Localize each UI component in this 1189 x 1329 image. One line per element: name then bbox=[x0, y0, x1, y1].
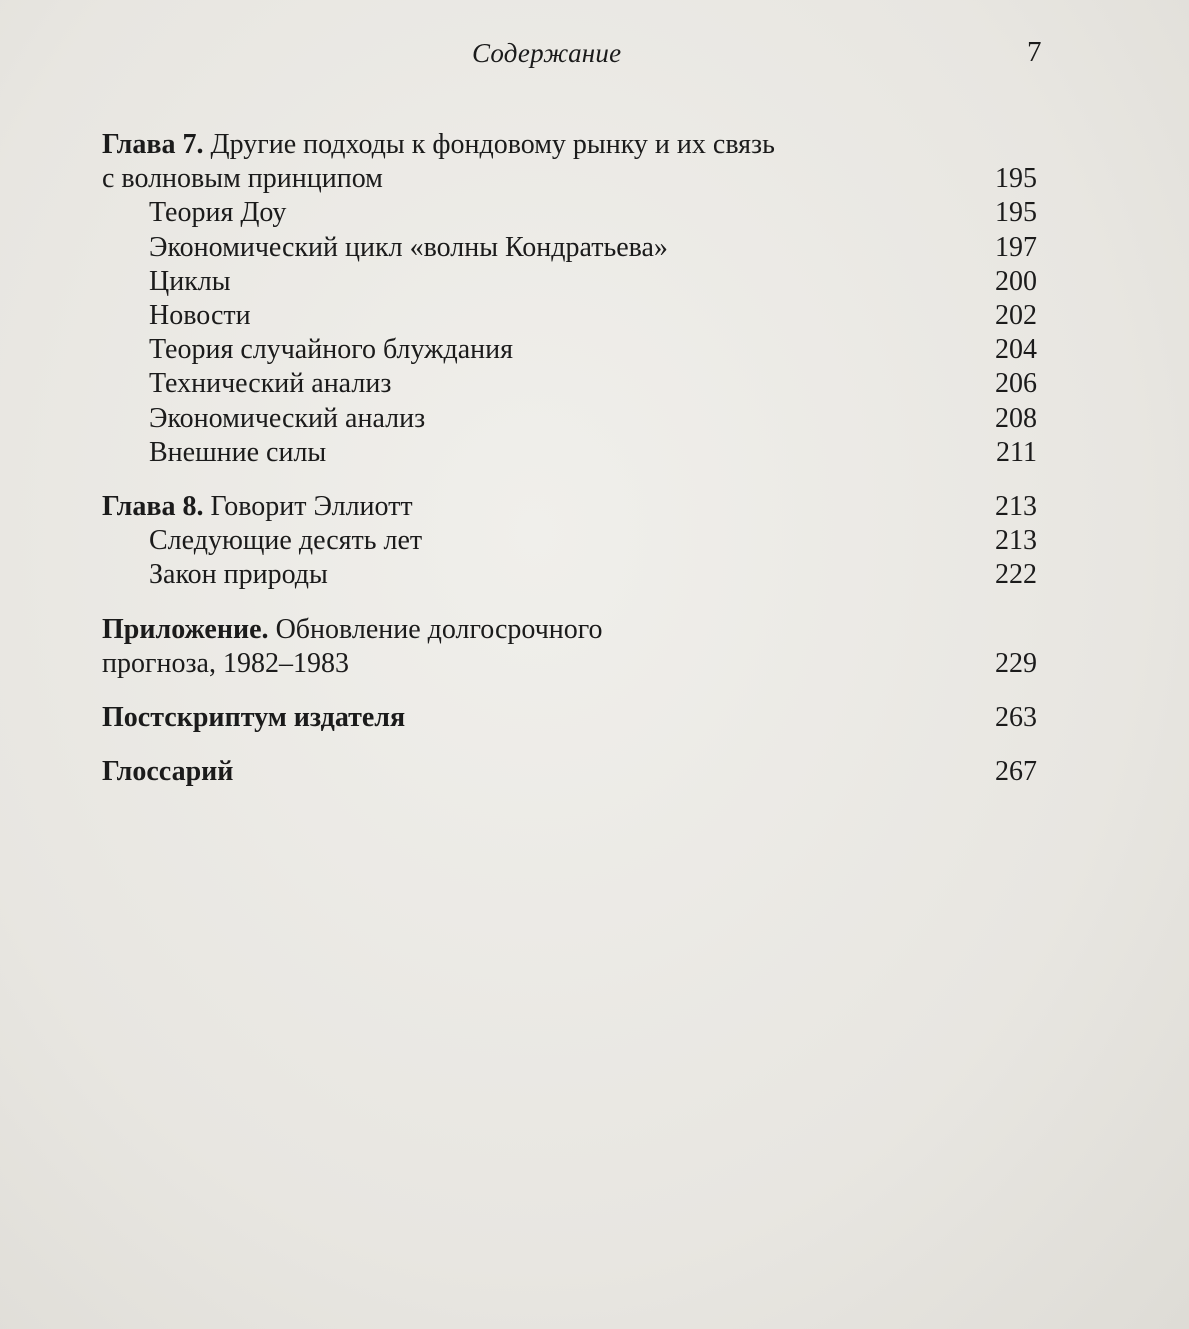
toc-section-title: Экономический цикл «волны Кондратьева» bbox=[149, 231, 668, 263]
toc-appendix[interactable] bbox=[102, 613, 1037, 681]
table-of-contents bbox=[102, 128, 1037, 789]
toc-section-page: 195 bbox=[995, 197, 1037, 229]
toc-appendix-label: Приложение. bbox=[102, 613, 269, 645]
toc-chapter-8-label: Глава 8. bbox=[102, 491, 204, 523]
toc-section[interactable] bbox=[102, 367, 1037, 401]
toc-glossary-label: Глоссарий bbox=[102, 756, 234, 788]
toc-section[interactable] bbox=[102, 265, 1037, 299]
toc-appendix-title-line1: Обновление долгосрочного bbox=[268, 613, 603, 645]
toc-chapter-7-line1 bbox=[102, 128, 1037, 162]
toc-section-page: 204 bbox=[995, 334, 1037, 366]
toc-chapter-7-title-line2: с волновым принципом bbox=[102, 163, 383, 195]
toc-chapter-7[interactable] bbox=[102, 128, 1037, 196]
toc-section-title: Внешние силы bbox=[149, 436, 327, 468]
toc-glossary-page: 267 bbox=[995, 756, 1037, 788]
toc-section[interactable] bbox=[102, 402, 1037, 436]
page-number: 7 bbox=[1027, 36, 1042, 68]
toc-section-page: 213 bbox=[995, 525, 1037, 557]
toc-postscript-page: 263 bbox=[995, 702, 1037, 734]
toc-section-title: Закон природы bbox=[149, 559, 328, 591]
toc-section[interactable] bbox=[102, 196, 1037, 230]
toc-section[interactable] bbox=[102, 436, 1037, 470]
toc-chapter-8-page: 213 bbox=[995, 491, 1037, 523]
toc-section[interactable] bbox=[102, 231, 1037, 265]
toc-section-title: Циклы bbox=[149, 265, 231, 297]
toc-appendix-page: 229 bbox=[995, 647, 1037, 679]
toc-appendix-title-line2: прогноза, 1982–1983 bbox=[102, 647, 349, 679]
toc-chapter-8-title: Говорит Эллиотт bbox=[203, 491, 413, 523]
toc-section-title: Следующие десять лет bbox=[149, 525, 423, 557]
toc-section-page: 206 bbox=[995, 368, 1037, 400]
toc-section[interactable] bbox=[102, 333, 1037, 367]
toc-chapter-7-page: 195 bbox=[995, 163, 1037, 195]
toc-section-page: 222 bbox=[995, 559, 1037, 591]
toc-glossary[interactable] bbox=[102, 755, 1037, 789]
toc-section-title: Теория Доу bbox=[149, 197, 287, 229]
toc-chapter-7-label: Глава 7. bbox=[102, 129, 204, 160]
toc-postscript-label: Постскриптум издателя bbox=[102, 702, 406, 734]
toc-section-page: 208 bbox=[995, 402, 1037, 434]
toc-section-title: Теория случайного блуждания bbox=[149, 334, 514, 366]
running-header-title: Содержание bbox=[472, 38, 622, 68]
toc-section[interactable] bbox=[102, 558, 1037, 592]
toc-section-page: 197 bbox=[995, 231, 1037, 263]
toc-section[interactable] bbox=[102, 524, 1037, 558]
toc-section-title: Технический анализ bbox=[149, 368, 392, 400]
toc-chapter-7-title-line1: Другие подходы к фондовому рынку и их связь bbox=[203, 129, 775, 160]
toc-section-page: 200 bbox=[995, 265, 1037, 297]
toc-section[interactable] bbox=[102, 299, 1037, 333]
toc-postscript[interactable] bbox=[102, 701, 1037, 735]
toc-appendix-line1 bbox=[102, 613, 1037, 647]
toc-section-page: 211 bbox=[996, 436, 1037, 468]
toc-section-title: Новости bbox=[149, 300, 251, 332]
toc-section-page: 202 bbox=[995, 300, 1037, 332]
toc-section-title: Экономический анализ bbox=[149, 402, 426, 434]
toc-chapter-8[interactable] bbox=[102, 490, 1037, 524]
